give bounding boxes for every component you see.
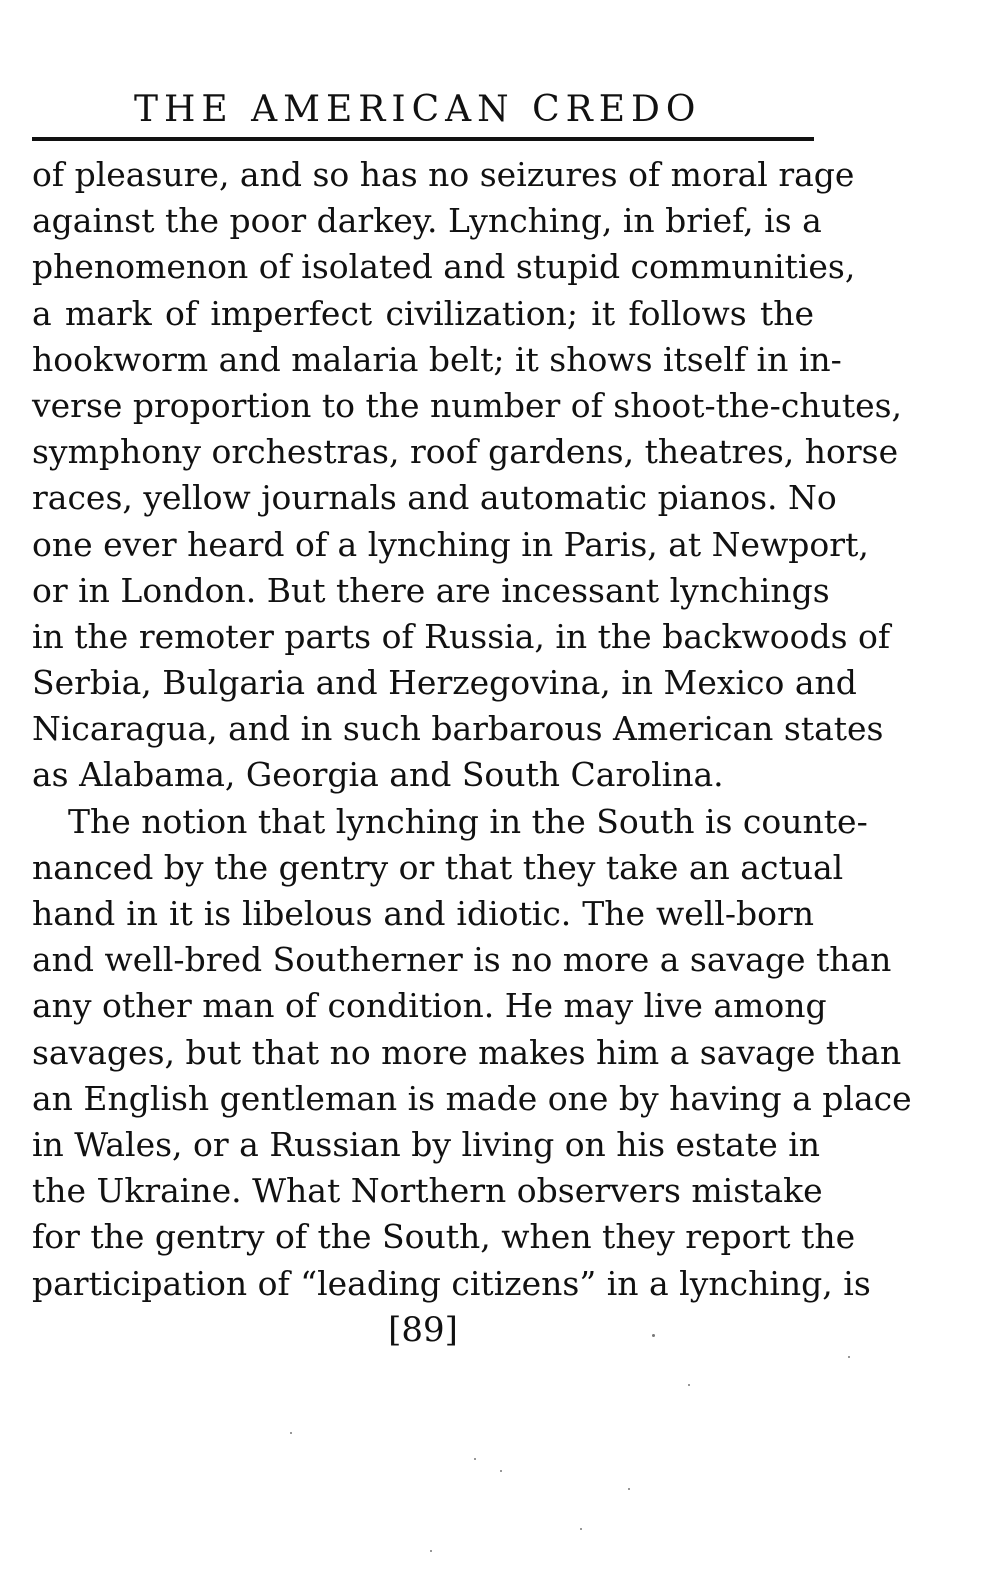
text-line: verse proportion to the number of shoot-the-chutes,	[32, 385, 903, 425]
scan-speck	[430, 1550, 432, 1552]
body-text	[32, 152, 912, 1307]
text-line: nanced by the gentry or that they take an actual	[32, 847, 844, 887]
text-line: savages, but that no more makes him a savage than	[32, 1032, 902, 1072]
page-number: [89]	[388, 1310, 458, 1350]
text-line: an English gentleman is made one by having a place	[32, 1078, 912, 1118]
scan-speck	[628, 1488, 630, 1490]
text-line: any other man of condition. He may live among	[32, 986, 827, 1026]
text-line: hookworm and malaria belt; it shows itself in in-	[32, 339, 842, 379]
text-line: of pleasure, and so has no seizures of moral rage	[32, 155, 855, 194]
text-line: as Alabama, Georgia and South Carolina.	[32, 755, 724, 795]
text-line: for the gentry of the South, when they report the	[32, 1217, 856, 1257]
text-line: one ever heard of a lynching in Paris, at Newport,	[32, 524, 869, 564]
text-line: against the poor darkey. Lynching, in brief, is a	[32, 201, 822, 241]
text-line: or in London. But there are incessant lynchings	[32, 570, 830, 610]
scan-speck	[580, 1528, 582, 1530]
text-line: symphony orchestras, roof gardens, theatres, horse	[32, 432, 899, 472]
scan-speck	[688, 1384, 690, 1386]
text-line: Nicaragua, and in such barbarous American states	[32, 709, 884, 749]
scan-speck	[500, 1470, 502, 1472]
scan-speck	[652, 1334, 655, 1337]
scan-speck	[474, 1458, 476, 1460]
text-line: participation of “leading citizens” in a lynching, is	[32, 1263, 871, 1303]
text-line: hand in it is libelous and idiotic. The well-born	[32, 894, 814, 933]
text-line: and well-bred Southerner is no more a savage than	[32, 940, 892, 980]
text-line: phenomenon of isolated and stupid communities,	[32, 247, 856, 287]
scan-speck	[848, 1356, 850, 1358]
text-line: a mark of imperfect civilization; it follows the	[32, 293, 814, 333]
scan-speck	[290, 1432, 292, 1434]
text-line: The notion that lynching in the South is counte-	[68, 801, 868, 841]
header-rule	[32, 137, 814, 141]
text-line: the Ukraine. What Northern observers mistake	[32, 1171, 823, 1211]
text-line: in the remoter parts of Russia, in the backwoods of	[32, 616, 891, 656]
running-head: THE AMERICAN CREDO	[134, 89, 702, 130]
text-line: Serbia, Bulgaria and Herzegovina, in Mexico and	[32, 663, 857, 703]
text-line: races, yellow journals and automatic pianos. No	[32, 478, 837, 518]
text-line: in Wales, or a Russian by living on his estate in	[32, 1124, 821, 1164]
